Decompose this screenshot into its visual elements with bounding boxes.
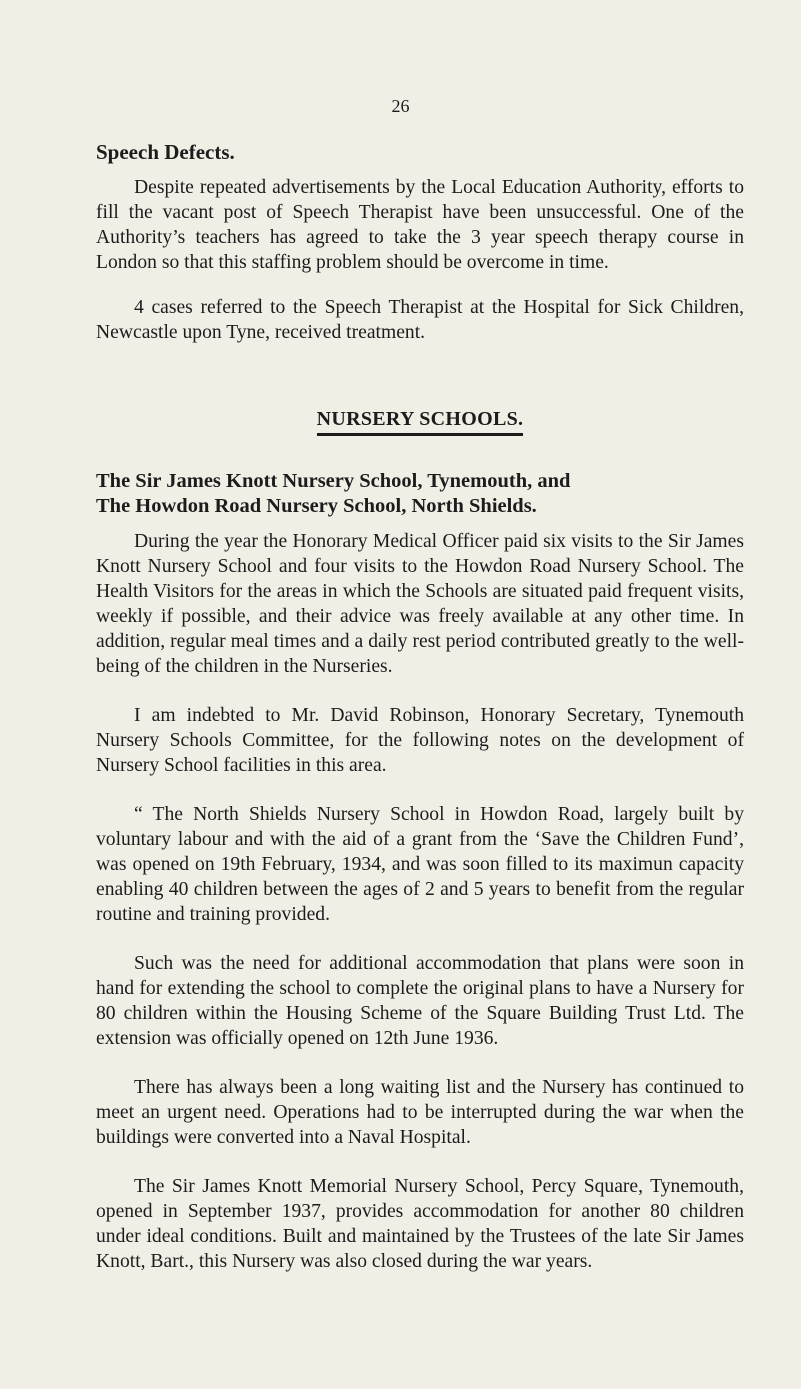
- page-content: [96, 140, 744, 1274]
- nursery-paragraph: I am indebted to Mr. David Robinson, Honorary Secretary, Tynemouth Nursery Schools Committee, for the following notes on the development of Nursery School facilities in this area.: [96, 705, 744, 776]
- nursery-schools-subheading: [96, 469, 744, 519]
- nursery-paragraph: “ The North Shields Nursery School in Howdon Road, largely built by voluntary labour and with the aid of a grant from the ‘Save the Children Fund’, was opened on 19th February, 1934, and was soon filled to its maximun capacity enabling 40 children between the ages of 2 and 5 years to benefit from the regular routine and training provided.: [96, 804, 744, 925]
- speech-defects-heading: Speech Defects.: [96, 140, 235, 164]
- subheading-line: The Howdon Road Nursery School, North Shields.: [96, 495, 537, 517]
- nursery-paragraph: There has always been a long waiting list and the Nursery has continued to meet an urgent need. Operations had to be interrupted during the war when the buildings were converted into a Naval Hospital.: [96, 1077, 744, 1148]
- nursery-schools-title: [96, 408, 744, 436]
- nursery-paragraph: Such was the need for additional accommodation that plans were soon in hand for extending the school to complete the original plans to have a Nursery for 80 children within the Housing Scheme of the Square Building Trust Ltd. The extension was officially opened on 12th June 1936.: [96, 953, 744, 1049]
- nursery-paragraph: During the year the Honorary Medical Officer paid six visits to the Sir James Knott Nursery School and four visits to the Howdon Road Nursery School. The Health Visitors for the areas in which the Schools are situated paid frequent visits, weekly if possible, and their advice was freely available at any other time. In addition, regular meal times and a daily rest period contributed greatly to the well-being of the children in the Nurseries.: [96, 531, 744, 677]
- speech-paragraph: 4 cases referred to the Speech Therapist at the Hospital for Sick Children, Newcastle upon Tyne, received treatment.: [96, 297, 744, 343]
- speech-paragraph: Despite repeated advertisements by the Local Education Authority, efforts to fill the vacant post of Speech Therapist have been unsuccessful. One of the Authority’s teachers has agreed to take the 3 year speech therapy course in London so that this staffing problem should be overcome in time.: [96, 177, 744, 273]
- nursery-paragraph: The Sir James Knott Memorial Nursery School, Percy Square, Tynemouth, opened in September 1937, provides accommodation for another 80 children under ideal conditions. Built and maintained by the Trustees of the late Sir James Knott, Bart., this Nursery was also closed during the war years.: [96, 1176, 744, 1272]
- page-number: 26: [391, 96, 410, 116]
- subheading-line: The Sir James Knott Nursery School, Tynemouth, and: [96, 470, 571, 492]
- section-title-text: NURSERY SCHOOLS.: [317, 408, 524, 436]
